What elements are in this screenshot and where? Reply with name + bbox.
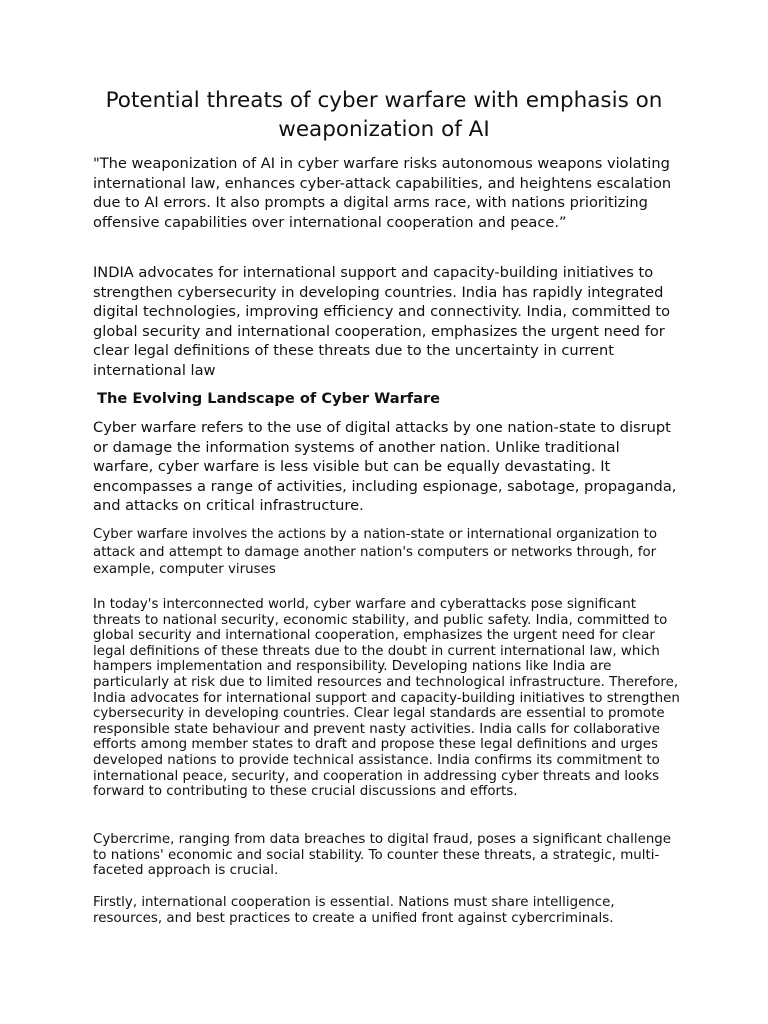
document-title: Potential threats of cyber warfare with emphasis on weaponization of AI <box>105 88 663 142</box>
ai-weaponization-quote: "The weaponization of AI in cyber warfare risks autonomous weapons violating international law, enhances cyber-attack capabilities, and heightens escalation due to AI errors. It also prompts a digital arms race, with nations prioritizing offensive capabilities over international cooperation and peace.” <box>93 155 672 231</box>
cyber-warfare-definition-paragraph: Cyber warfare refers to the use of digital attacks by one nation-state to disrupt or damage the information systems of another nation. Unlike traditional warfare, cyber warfare is less visible but can be equally devastating. It encompasses a range of activities, including espionage, sabotage, propaganda, and attacks on critical infrastructure. <box>93 419 677 515</box>
india-advocacy-paragraph: INDIA advocates for international support and capacity-building initiatives to strengthen cybersecurity in developing countries. India has rapidly integrated digital technologies, improving efficiency and connectivity. India, committed to global security and international cooperation, emphasizes the urgent need for clear legal definitions of these threats due to the uncertainty in current international law <box>93 264 671 379</box>
international-cooperation-paragraph: Firstly, international cooperation is essential. Nations must share intelligence, resources, and best practices to create a unified front against cybercriminals. <box>93 895 615 926</box>
section-heading: The Evolving Landscape of Cyber Warfare <box>97 390 441 407</box>
cyber-warfare-actions-paragraph: Cyber warfare involves the actions by a nation-state or international organization to attack and attempt to damage another nation's computers or networks through, for example, computer viruses <box>93 527 658 577</box>
cybercrime-paragraph: Cybercrime, ranging from data breaches to digital fraud, poses a significant challenge to nations' economic and social stability. To counter these threats, a strategic, multi-faceted approach is crucial. <box>93 832 672 879</box>
interconnected-world-paragraph: In today's interconnected world, cyber warfare and cyberattacks pose significant threats to national security, economic stability, and public safety. India, committed to global security and international cooperation, emphasizes the urgent need for clear legal definitions of these threats due to the doubt in current international law, which hampers implementation and responsibility. Developing nations like India are particularly at risk due to limited resources and technological infrastructure. Therefore, India advocates for international support and capacity-building initiatives to strengthen cybersecurity in developing countries. Clear legal standards are essential to promote responsible state behaviour and prevent nasty activities. India calls for collaborative efforts among member states to draft and propose these legal definitions and urges developed nations to provide technical assistance. India confirms its commitment to international peace, security, and cooperation in addressing cyber threats and looks forward to contributing to these crucial discussions and efforts. <box>93 597 680 800</box>
